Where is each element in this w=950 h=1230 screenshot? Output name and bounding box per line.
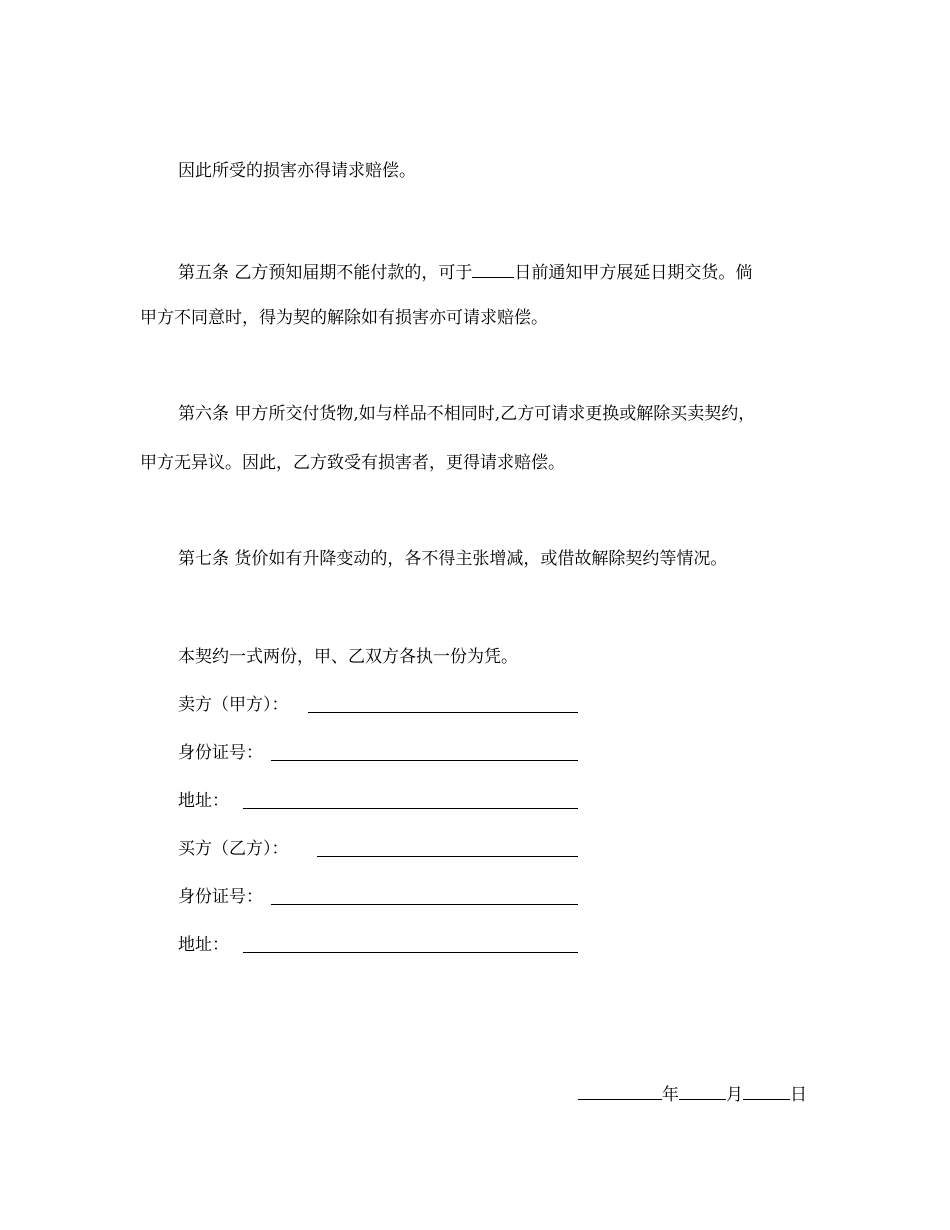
day-label: 日 — [790, 1085, 807, 1105]
article-7: 第七条 货价如有升降变动的，各不得主张增减，或借故解除契约等情况。 — [178, 549, 728, 569]
year-blank[interactable] — [578, 1083, 662, 1100]
seller-name-field[interactable] — [308, 712, 578, 713]
seller-label: 卖方（甲方）： — [178, 695, 289, 715]
article-5-text-before-blank: 第五条 乙方预知届期不能付款的，可于 — [178, 263, 473, 283]
article-6-line-2: 甲方无异议。因此，乙方致受有损害者，更得请求赔偿。 — [140, 453, 565, 473]
buyer-label: 买方（乙方）： — [178, 839, 289, 859]
month-label: 月 — [726, 1085, 743, 1105]
paragraph-continuation: 因此所受的损害亦得请求赔偿。 — [178, 161, 416, 181]
seller-id-label: 身份证号： — [178, 743, 263, 763]
month-blank[interactable] — [679, 1083, 726, 1100]
article-5-line-2: 甲方不同意时，得为契的解除如有损害亦可请求赔偿。 — [140, 308, 548, 328]
seller-address-label: 地址： — [178, 791, 229, 811]
copies-clause: 本契约一式两份，甲、乙双方各执一份为凭。 — [178, 647, 518, 667]
buyer-id-label: 身份证号： — [178, 887, 263, 907]
year-label: 年 — [662, 1085, 679, 1105]
article-5-text-after-blank: 日前通知甲方展延日期交货。倘 — [514, 263, 753, 283]
date-line — [578, 1083, 807, 1104]
day-blank[interactable] — [743, 1083, 790, 1100]
buyer-address-label: 地址： — [178, 935, 229, 955]
article-5-line-1 — [178, 261, 752, 282]
buyer-id-field[interactable] — [271, 904, 578, 905]
notice-days-blank[interactable] — [472, 261, 514, 278]
seller-id-field[interactable] — [271, 760, 578, 761]
seller-address-field[interactable] — [243, 808, 578, 809]
article-6-line-1: 第六条 甲方所交付货物,如与样品不相同时,乙方可请求更换或解除买卖契约， — [178, 404, 756, 424]
buyer-name-field[interactable] — [317, 856, 578, 857]
buyer-address-field[interactable] — [243, 952, 578, 953]
